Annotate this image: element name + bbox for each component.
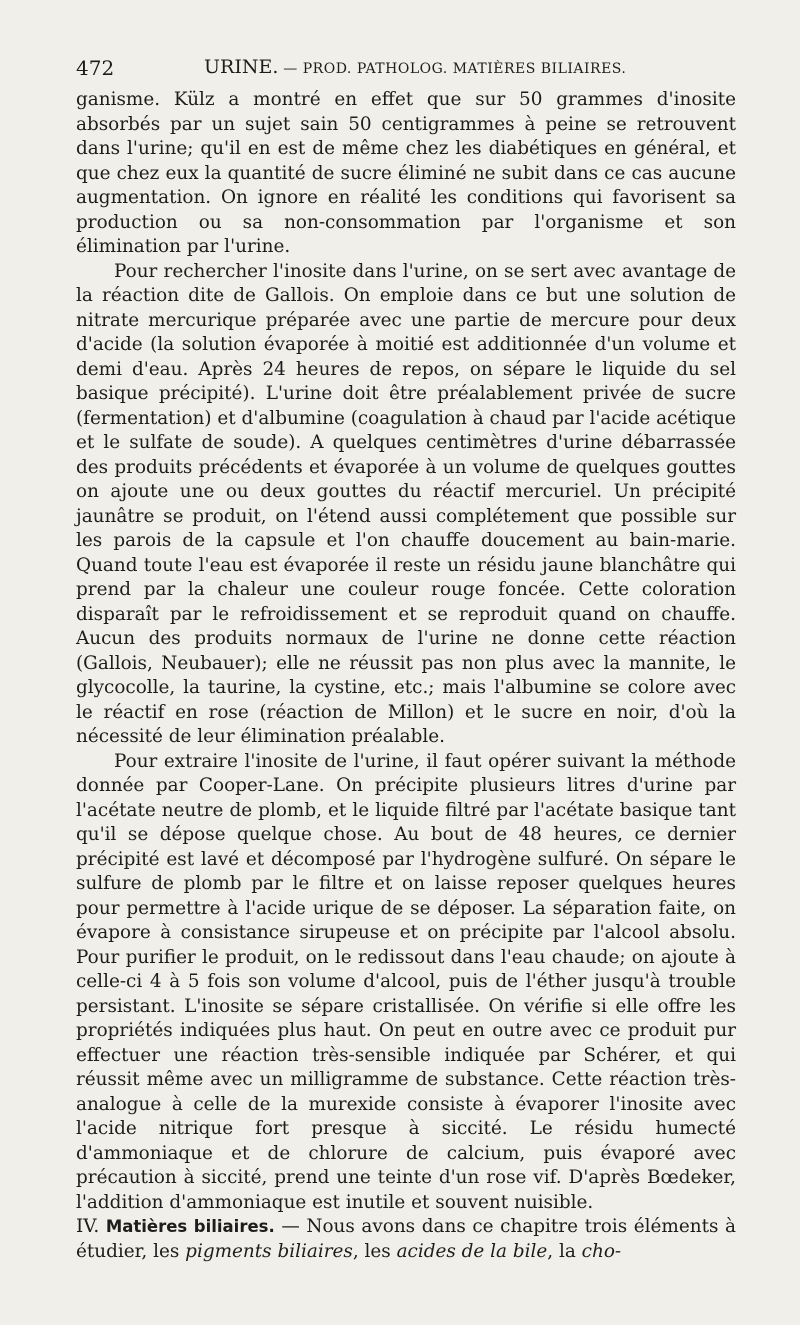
paragraph-continued: ganisme. Külz a montré en effet que sur 50 grammes d'inosite absorbés par un sujet sain 50 centigrammes à peine se retrouvent dans l'urine; qu'il en est de même chez les diabétiques en général, et que chez eux la quantité de sucre éliminé ne subit dans ce cas aucune augmentation. On ignore en réalité les conditions qui favorisent sa production ou sa non-consommation par l'organisme et son élimination par l'urine.: [76, 89, 736, 257]
page-number: 472: [76, 56, 115, 80]
section-number: IV.: [76, 1216, 100, 1237]
running-header: [76, 56, 740, 86]
term-acides: acides de la bile: [396, 1240, 548, 1262]
paragraph-section-iv: [76, 1215, 736, 1264]
running-title-rest: — PROD. PATHOLOG. MATIÈRES BILIAIRES.: [278, 61, 627, 77]
section-text-a: — Nous avons dans ce chapitre trois éléments à étudier, les: [76, 1216, 736, 1262]
paragraph-gallois-reaction: Pour rechercher l'inosite dans l'urine, on se sert avec avantage de la réaction dite de Gallois. On emploie dans ce but une solution de nitrate mercurique préparée avec une partie de mercure pour deux d'acide (la solution évaporée à moitié est additionnée d'un volume et demi d'eau. Après 24 heures de repos, on sépare le liquide du sel basique précipité). L'urine doit être préalablement privée de sucre (fermentation) et d'albumine (coagulation à chaud par l'acide acétique et le sulfate de soude). A quelques centimètres d'urine débarrassée des produits précédents et évaporée à un volume de quelques gouttes on ajoute une ou deux gouttes du réactif mercuriel. Un précipité jaunâtre se produit, on l'étend aussi complétement que possible sur les parois de la capsule et l'on chauffe doucement au bain-marie. Quand toute l'eau est évaporée il reste un résidu jaune blanchâtre qui prend par la chaleur une couleur rouge foncée. Cette coloration disparaît par le refroidissement et se reproduit quand on chauffe. Aucun des produits normaux de l'urine ne donne cette réaction (Gallois, Neubauer); elle ne réussit pas non plus avec la mannite, le glycocolle, la taurine, la cystine, etc.; mais l'albumine se colore avec le réactif en rose (réaction de Millon) et le sucre en noir, d'où la nécessité de leur élimination préalable.: [76, 260, 736, 747]
running-title: [204, 56, 626, 78]
running-title-main: URINE.: [204, 56, 279, 78]
paragraph-extraction-method: Pour extraire l'inosite de l'urine, il faut opérer suivant la méthode donnée par Cooper-Lane. On précipite plusieurs litres d'urine par l'acétate neutre de plomb, et le liquide filtré par l'acétate basique tant qu'il se dépose quelque chose. Au bout de 48 heures, ce dernier précipité est lavé et décomposé par l'hydrogène sulfuré. On sépare le sulfure de plomb par le filtre et on laisse reposer quelques heures pour permettre à l'acide urique de se déposer. La séparation faite, on évapore à consistance sirupeuse et on précipite par l'alcool absolu. Pour purifier le produit, on le redissout dans l'eau chaude; on ajoute à celle-ci 4 à 5 fois son volume d'alcool, puis de l'éther jusqu'à trouble persistant. L'inosite se sépare cristallisée. On vérifie si elle offre les propriétés indiquées plus haut. On peut en outre avec ce produit pur effectuer une réaction très-sensible indiquée par Schérer, et qui réussit même avec un milligramme de substance. Cette réaction très-analogue à celle de la murexide consiste à évaporer l'inosite avec l'acide nitrique fort presque à siccité. Le résidu humecté d'ammoniaque et de chlorure de calcium, puis évaporé avec précaution à siccité, prend une teinte d'un rose vif. D'après Bœdeker, l'addition d'ammoniaque est inutile et souvent nuisible.: [76, 750, 736, 1213]
term-pigments: pigments biliaires: [185, 1240, 353, 1262]
section-text-c: , la: [547, 1240, 582, 1262]
term-cho: cho-: [581, 1240, 622, 1262]
section-text-b: , les: [352, 1240, 397, 1262]
section-title: Matières biliaires.: [105, 1217, 275, 1236]
body-text: [76, 88, 736, 1264]
